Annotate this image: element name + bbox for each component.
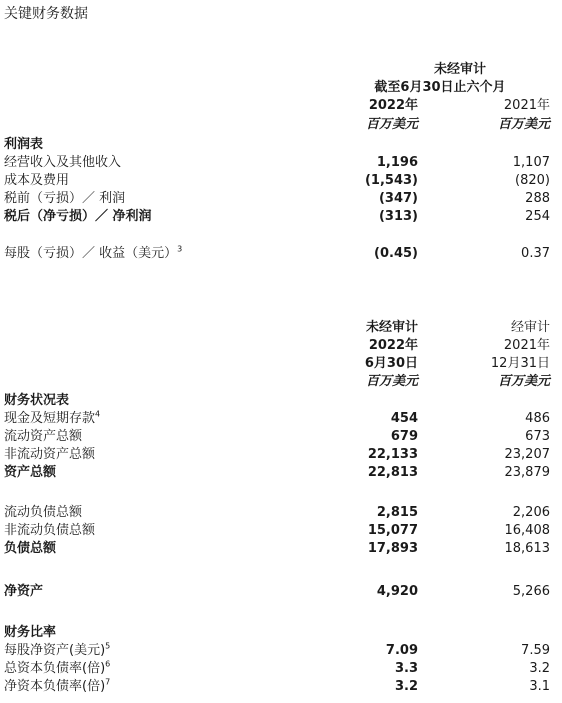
eps-label: 每股（亏损）／ 收益（美元）$^3$ (4, 244, 183, 261)
net-assets-col2: 5,266 (512, 584, 550, 599)
row-value-col1: 2,815 (376, 505, 418, 520)
row-value-col1: 15,077 (367, 523, 418, 538)
row-value-2022: 1,196 (376, 155, 418, 170)
row-value-col1: 3.2 (394, 679, 418, 694)
col1-year: 2022年 (368, 98, 418, 113)
income-statement-heading: 利润表 (4, 137, 44, 152)
col1-date: 6月30日 (364, 356, 418, 371)
row-value-col2: 486 (525, 411, 550, 426)
row-label: 净资本负债率(倍)$^7$ (4, 677, 111, 694)
row-label: 流动负债总额 (4, 505, 83, 520)
row-value-2022: (313) (378, 209, 418, 224)
ratios-heading: 财务比率 (4, 625, 57, 640)
row-value-col1: 3.3 (394, 661, 418, 676)
row-value-col2: 18,613 (504, 541, 550, 556)
row-value-col1: 679 (390, 429, 418, 444)
period-label: 截至6月30日止六个月 (374, 80, 506, 95)
col2-unit-2: 百万美元 (497, 374, 550, 389)
eps-value-2022: (0.45) (374, 246, 418, 261)
row-value-col2: 23,879 (504, 465, 550, 480)
row-label: 现金及短期存款$^4$ (4, 409, 101, 426)
row-value-2021: 288 (525, 191, 550, 206)
col1-unit: 百万美元 (365, 117, 418, 132)
row-value-2022: (347) (378, 191, 418, 206)
row-value-col2: 7.59 (521, 643, 550, 658)
row-value-col1: 7.09 (385, 643, 418, 658)
col1-unit-2: 百万美元 (365, 374, 418, 389)
col2-year-2: 2021年 (503, 338, 550, 353)
row-value-col2: 23,207 (504, 447, 550, 462)
row-value-col2: 2,206 (512, 505, 550, 520)
row-value-2021: (820) (515, 173, 550, 188)
row-label: 资产总额 (4, 465, 57, 480)
net-assets-col1: 4,920 (376, 584, 418, 599)
row-value-col2: 16,408 (504, 523, 550, 538)
col2-date: 12月31日 (490, 356, 550, 371)
row-value-2021: 254 (525, 209, 550, 224)
row-value-2022: (1,543) (364, 173, 418, 188)
row-label: 流动资产总额 (4, 429, 83, 444)
row-value-col1: 17,893 (367, 541, 418, 556)
row-value-col2: 3.1 (529, 679, 550, 694)
row-label: 经营收入及其他收入 (4, 155, 122, 170)
row-value-2021: 1,107 (512, 155, 550, 170)
row-value-col1: 22,133 (367, 447, 418, 462)
row-value-col1: 22,813 (367, 465, 418, 480)
net-assets-label: 净资产 (4, 584, 44, 599)
row-label: 非流动负债总额 (4, 523, 96, 538)
col1-audit: 未经审计 (365, 320, 418, 335)
row-label: 税后（净亏损）／ 净利润 (4, 209, 152, 224)
balance-heading: 财务状况表 (4, 393, 70, 408)
row-value-col1: 454 (390, 411, 418, 426)
col2-unit: 百万美元 (497, 117, 550, 132)
row-label: 税前（亏损）／ 利润 (4, 191, 126, 206)
row-value-col2: 3.2 (529, 661, 550, 676)
row-value-col2: 673 (525, 429, 550, 444)
col2-audit: 经审计 (510, 320, 550, 335)
row-label: 非流动资产总额 (4, 447, 96, 462)
col1-year-2: 2022年 (368, 338, 418, 353)
eps-value-2021: 0.37 (521, 246, 550, 261)
row-label: 每股净资产(美元)$^5$ (4, 641, 111, 658)
row-label: 总资本负债率(倍)$^6$ (4, 659, 111, 676)
col2-year: 2021年 (503, 98, 550, 113)
row-label: 成本及费用 (4, 173, 70, 188)
row-label: 负债总额 (4, 541, 57, 556)
page-title: 关键财务数据 (4, 6, 88, 22)
unaudited-label: 未经审计 (433, 62, 486, 77)
